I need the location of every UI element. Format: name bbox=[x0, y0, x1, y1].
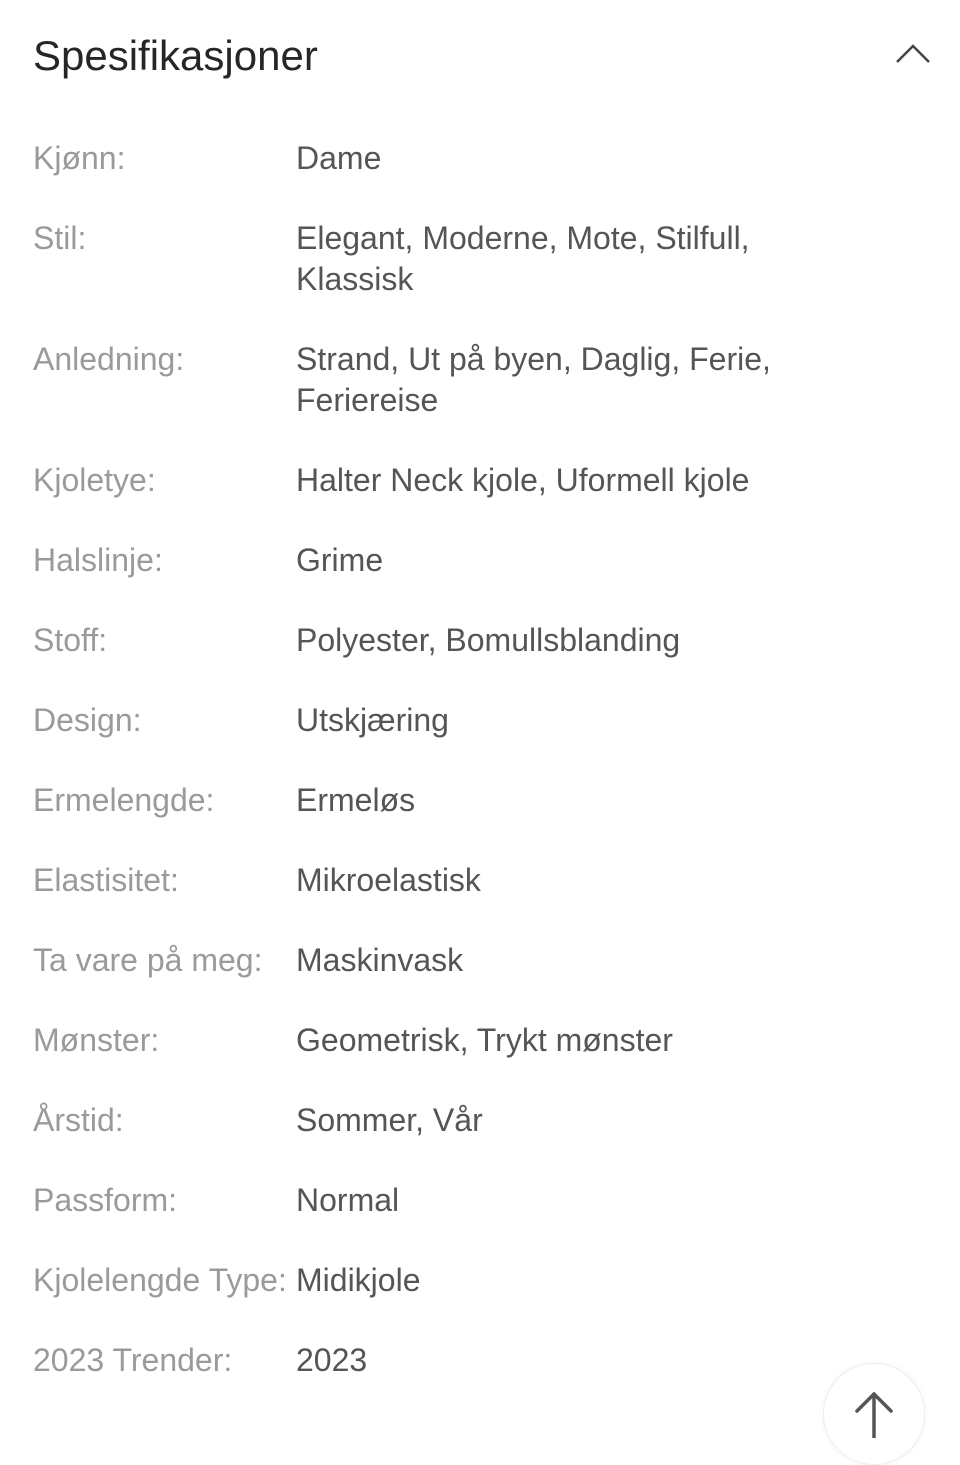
arrow-up-icon bbox=[852, 1388, 896, 1438]
spec-label: Årstid: bbox=[33, 1102, 124, 1138]
spec-label: 2023 Trender: bbox=[33, 1342, 233, 1378]
specs-list bbox=[33, 138, 853, 1420]
spec-value: Ermeløs bbox=[296, 782, 416, 818]
spec-row bbox=[33, 1340, 853, 1420]
spec-row bbox=[33, 138, 853, 218]
spec-row bbox=[33, 620, 853, 700]
spec-row bbox=[33, 1260, 853, 1340]
spec-row bbox=[33, 940, 853, 1020]
spec-label: Anledning: bbox=[33, 341, 185, 377]
spec-label: Kjønn: bbox=[33, 140, 126, 176]
spec-row bbox=[33, 460, 853, 540]
spec-label: Ta vare på meg: bbox=[33, 942, 263, 978]
spec-label: Halslinje: bbox=[33, 542, 163, 578]
spec-value: Elegant, Moderne, Mote, Stilfull, Klassisk bbox=[296, 220, 750, 297]
spec-value: Halter Neck kjole, Uformell kjole bbox=[296, 462, 750, 498]
spec-label: Elastisitet: bbox=[33, 862, 179, 898]
spec-value: Strand, Ut på byen, Daglig, Ferie, Feriereise bbox=[296, 341, 771, 418]
spec-value: Grime bbox=[296, 542, 384, 578]
spec-label: Passform: bbox=[33, 1182, 178, 1218]
spec-row bbox=[33, 218, 853, 339]
spec-label: Ermelengde: bbox=[33, 782, 215, 818]
spec-label: Kjoletye: bbox=[33, 462, 156, 498]
spec-row bbox=[33, 1180, 853, 1260]
spec-value: Dame bbox=[296, 140, 382, 176]
spec-value: Midikjole bbox=[296, 1262, 421, 1298]
spec-value: Sommer, Vår bbox=[296, 1102, 483, 1138]
section-title: Spesifikasjoner bbox=[33, 32, 318, 79]
spec-label: Mønster: bbox=[33, 1022, 160, 1058]
spec-label: Design: bbox=[33, 702, 142, 738]
spec-value: Geometrisk, Trykt mønster bbox=[296, 1022, 673, 1058]
spec-row bbox=[33, 339, 853, 460]
spec-label: Stil: bbox=[33, 220, 87, 256]
spec-value: Utskjæring bbox=[296, 702, 449, 738]
spec-label: Stoff: bbox=[33, 622, 108, 658]
chevron-up-icon[interactable] bbox=[893, 34, 933, 74]
spec-value: Mikroelastisk bbox=[296, 862, 481, 898]
spec-row bbox=[33, 860, 853, 940]
spec-row bbox=[33, 1100, 853, 1180]
scroll-to-top-button[interactable] bbox=[823, 1363, 925, 1465]
spec-value: 2023 bbox=[296, 1342, 368, 1378]
spec-row bbox=[33, 780, 853, 860]
spec-value: Polyester, Bomullsblanding bbox=[296, 622, 681, 658]
spec-label: Kjolelengde Type: bbox=[33, 1262, 287, 1298]
spec-value: Normal bbox=[296, 1182, 400, 1218]
spec-row bbox=[33, 540, 853, 620]
specs-header[interactable] bbox=[33, 28, 933, 84]
spec-row bbox=[33, 700, 853, 780]
spec-row bbox=[33, 1020, 853, 1100]
spec-value: Maskinvask bbox=[296, 942, 464, 978]
